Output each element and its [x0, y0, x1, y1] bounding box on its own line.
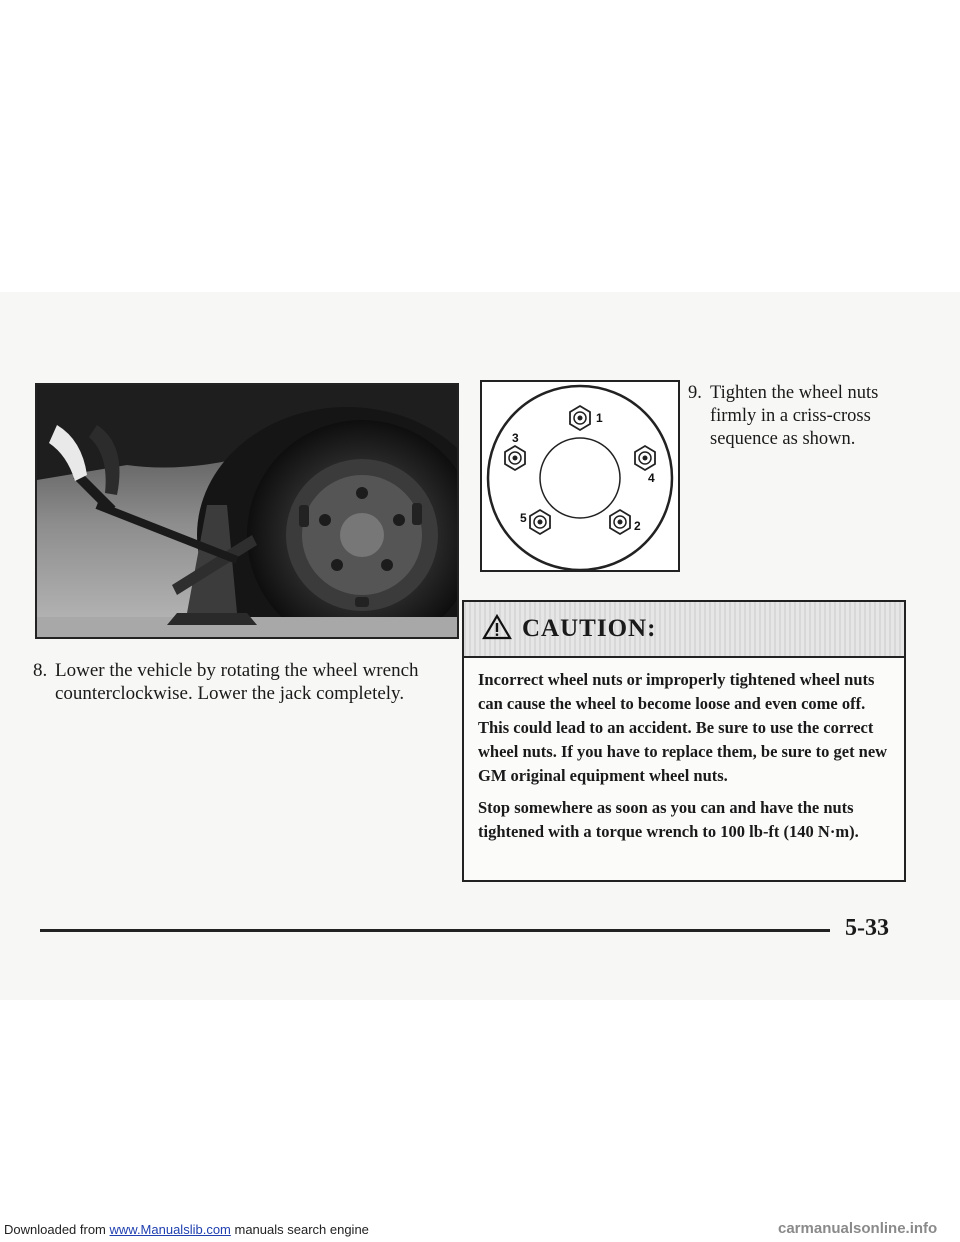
watermark: carmanualsonline.info: [778, 1220, 938, 1237]
caution-box: [462, 600, 906, 882]
footer-prefix: Downloaded from: [4, 1222, 110, 1237]
page-number: 5-33: [845, 915, 889, 941]
caution-title: CAUTION:: [522, 615, 657, 642]
step-8-text: Lower the vehicle by rotating the wheel wrench counterclockwise. Lower the jack completely.: [55, 660, 419, 704]
step-9: [688, 382, 908, 451]
caution-header: [464, 602, 904, 658]
caution-body: [464, 658, 904, 844]
wheel-nut-1: [570, 406, 590, 430]
nut-label-2: 2: [634, 519, 641, 533]
nut-label-3: 3: [512, 431, 519, 445]
footer-rule: [40, 929, 830, 932]
wheel-nut-4: [635, 446, 655, 470]
nut-label-1: 1: [596, 411, 603, 425]
warning-triangle-icon: [482, 614, 512, 645]
wheel-nut-sequence-diagram: [480, 380, 680, 572]
caution-paragraph-1: Incorrect wheel nuts or improperly tightened wheel nuts can cause the wheel to become loose and even come off. This could lead to an accident. Be sure to use the correct wheel nuts. If you have to replace them, be sure to get new GM original equipment wheel nuts.: [478, 670, 888, 785]
wheel-nut-2: [610, 510, 630, 534]
step-8-number: 8.: [33, 660, 48, 681]
step-9-text: Tighten the wheel nuts firmly in a criss-cross sequence as shown.: [710, 383, 879, 449]
nut-label-5: 5: [520, 511, 527, 525]
download-footer: [4, 1222, 369, 1237]
step-8: [33, 659, 453, 705]
wheel-nut-5: [530, 510, 550, 534]
wheel-nut-3: [505, 446, 525, 470]
nut-label-4: 4: [648, 471, 655, 485]
step-9-number: 9.: [688, 383, 702, 403]
jack-wheel-photo: [35, 383, 459, 639]
manualslib-link[interactable]: www.Manualslib.com: [109, 1222, 231, 1237]
caution-paragraph-2: Stop somewhere as soon as you can and have the nuts tightened with a torque wrench to 100 lb-ft (140 N·m).: [478, 798, 859, 841]
footer-suffix: manuals search engine: [230, 1222, 369, 1237]
